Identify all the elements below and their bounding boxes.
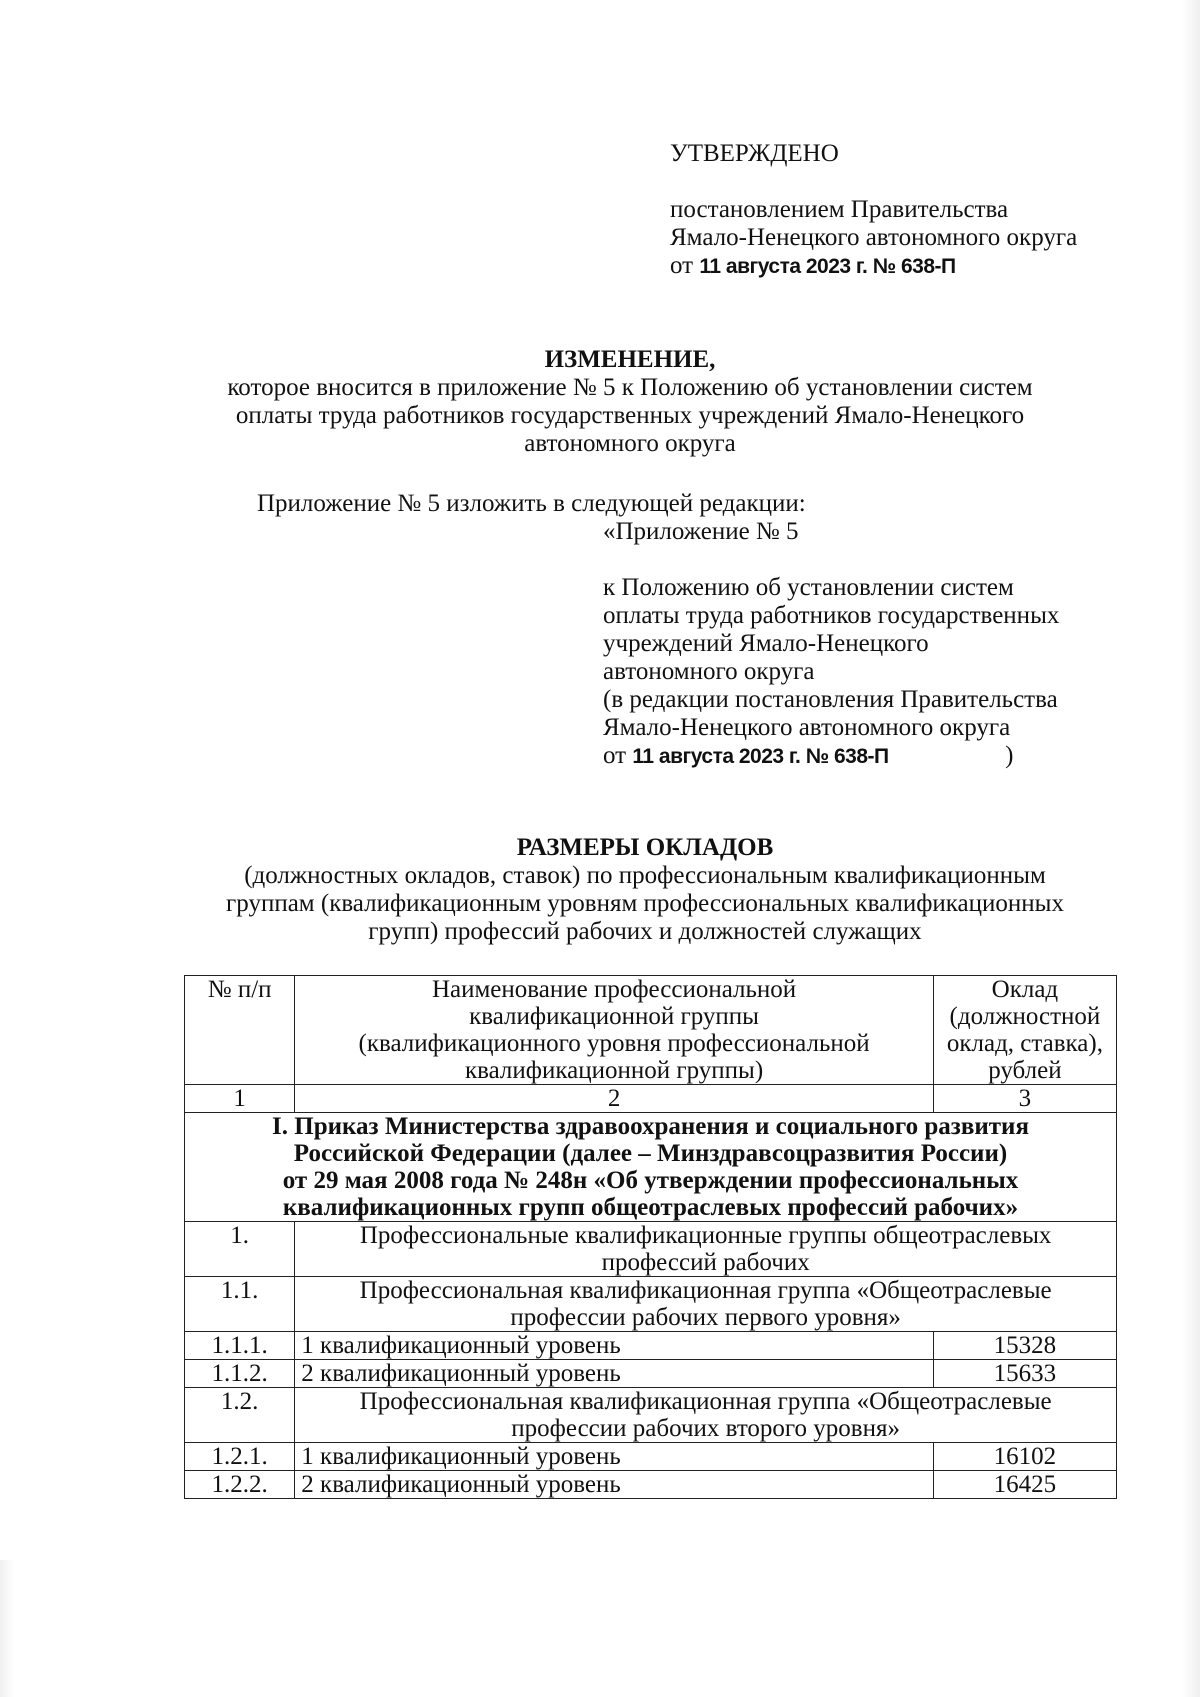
change-heading — [190, 346, 1070, 458]
header-salary — [933, 976, 1116, 1085]
numbering-cell: 1 — [185, 1085, 295, 1113]
appendix-line: к Положению об установлении систем — [603, 574, 1014, 601]
row-num: 1.2.1. — [185, 1443, 295, 1471]
row-num: 1.1. — [185, 1277, 295, 1332]
row-level-name: 2 квалификационный уровень — [295, 1360, 934, 1388]
approval-title: УТВЕРЖДЕНО — [670, 140, 839, 167]
table-row — [185, 1277, 1117, 1332]
section-title-line: I. Приказ Министерства здравоохранения и социального развития — [272, 1113, 1029, 1140]
row-level-name: 2 квалификационный уровень — [295, 1471, 934, 1499]
table-row — [185, 1360, 1117, 1388]
row-num: 1.1.2. — [185, 1360, 295, 1388]
header-salary-line: рублей — [988, 1057, 1062, 1084]
page-edge-shadow — [1182, 0, 1200, 1697]
approval-date-line — [670, 252, 1077, 281]
row-salary: 15328 — [933, 1332, 1116, 1360]
row-group-line: Профессиональные квалификационные группы общеотраслевых — [359, 1222, 1052, 1249]
appendix-date-line — [603, 742, 1059, 771]
table-section-row — [185, 1113, 1117, 1222]
row-num: 1.1.1. — [185, 1332, 295, 1360]
row-level-name: 1 квалификационный уровень — [295, 1332, 934, 1360]
row-num: 1.2. — [185, 1388, 295, 1443]
table-row — [185, 1222, 1117, 1277]
sizes-subtitle-line: группам (квалификационным уровням профессиональных квалификационных — [226, 890, 1064, 917]
appendix-closing: ) — [1005, 742, 1014, 769]
sizes-title: РАЗМЕРЫ ОКЛАДОВ — [516, 834, 774, 861]
row-salary: 15633 — [933, 1360, 1116, 1388]
header-name — [295, 976, 934, 1085]
page-edge-shadow-left — [0, 1560, 14, 1697]
section-title-line: от 29 мая 2008 года № 248н «Об утверждении профессиональных — [282, 1167, 1019, 1194]
sizes-heading — [170, 834, 1120, 946]
appendix-line: Ямало-Ненецкого автономного округа — [603, 714, 1011, 741]
table-header-row — [185, 976, 1117, 1085]
row-group-line: профессии рабочих второго уровня» — [511, 1415, 900, 1442]
approval-date-prefix: от — [670, 252, 694, 279]
row-salary: 16102 — [933, 1443, 1116, 1471]
numbering-cell: 3 — [933, 1085, 1116, 1113]
table-row — [185, 1443, 1117, 1471]
change-subtitle-line: которое вносится в приложение № 5 к Положению об установлении систем — [227, 374, 1033, 401]
approval-block — [670, 140, 1077, 281]
numbering-cell: 2 — [295, 1085, 934, 1113]
table-numbering-row — [185, 1085, 1117, 1113]
header-name-line: (квалификационного уровня профессиональной — [358, 1030, 870, 1057]
sizes-subtitle-line: групп) профессий рабочих и должностей служащих — [368, 918, 922, 945]
section-title-line: Российской Федерации (далее – Минздравсоцразвития России) — [293, 1140, 1008, 1167]
header-salary-line: Оклад — [991, 976, 1059, 1003]
row-num: 1.2.2. — [185, 1471, 295, 1499]
appendix-line: оплаты труда работников государственных — [603, 602, 1060, 629]
row-num: 1. — [185, 1222, 295, 1277]
appendix-title: «Приложение № 5 — [603, 518, 799, 545]
row-group-name — [295, 1388, 1117, 1443]
change-title: ИЗМЕНЕНИЕ, — [544, 346, 716, 373]
header-salary-line: (должностной — [949, 1003, 1101, 1030]
appendix-line: (в редакции постановления Правительства — [603, 686, 1058, 713]
table-row — [185, 1471, 1117, 1499]
row-group-line: Профессиональная квалификационная группа «Общеотраслевые — [359, 1277, 1052, 1304]
appendix-block — [603, 518, 1059, 771]
approval-date: 11 августа 2023 г. № 638-П — [699, 255, 956, 278]
appendix-date: 11 августа 2023 г. № 638-П — [632, 745, 889, 768]
appendix-date-prefix: от — [603, 742, 627, 769]
intro-text: Приложение № 5 изложить в следующей редакции: — [257, 490, 806, 517]
header-name-line: квалификационной группы) — [464, 1057, 764, 1084]
change-subtitle-line: автономного округа — [524, 430, 736, 457]
header-num: № п/п — [185, 976, 295, 1085]
salary-table — [184, 975, 1117, 1499]
row-level-name: 1 квалификационный уровень — [295, 1443, 934, 1471]
row-group-name — [295, 1277, 1117, 1332]
appendix-line: автономного округа — [603, 658, 815, 685]
row-group-name — [295, 1222, 1117, 1277]
approval-line: постановлением Правительства — [670, 196, 1009, 223]
table-row — [185, 1332, 1117, 1360]
header-salary-line: оклад, ставка), — [946, 1030, 1103, 1057]
approval-line: Ямало-Ненецкого автономного округа — [670, 224, 1078, 251]
row-group-line: профессий рабочих — [601, 1249, 810, 1276]
table-row — [185, 1388, 1117, 1443]
row-group-line: Профессиональная квалификационная группа «Общеотраслевые — [359, 1388, 1052, 1415]
header-name-line: Наименование профессиональной — [431, 976, 797, 1003]
sizes-subtitle-line: (должностных окладов, ставок) по профессиональным квалификационным — [244, 862, 1046, 889]
section-title — [185, 1113, 1117, 1222]
section-title-line: квалификационных групп общеотраслевых профессий рабочих» — [282, 1194, 1019, 1221]
change-subtitle-line: оплаты труда работников государственных учреждений Ямало-Ненецкого — [235, 402, 1025, 429]
appendix-line: учреждений Ямало-Ненецкого — [603, 630, 929, 657]
row-group-line: профессии рабочих первого уровня» — [510, 1304, 901, 1331]
row-salary: 16425 — [933, 1471, 1116, 1499]
header-name-line: квалификационной группы — [469, 1003, 759, 1030]
